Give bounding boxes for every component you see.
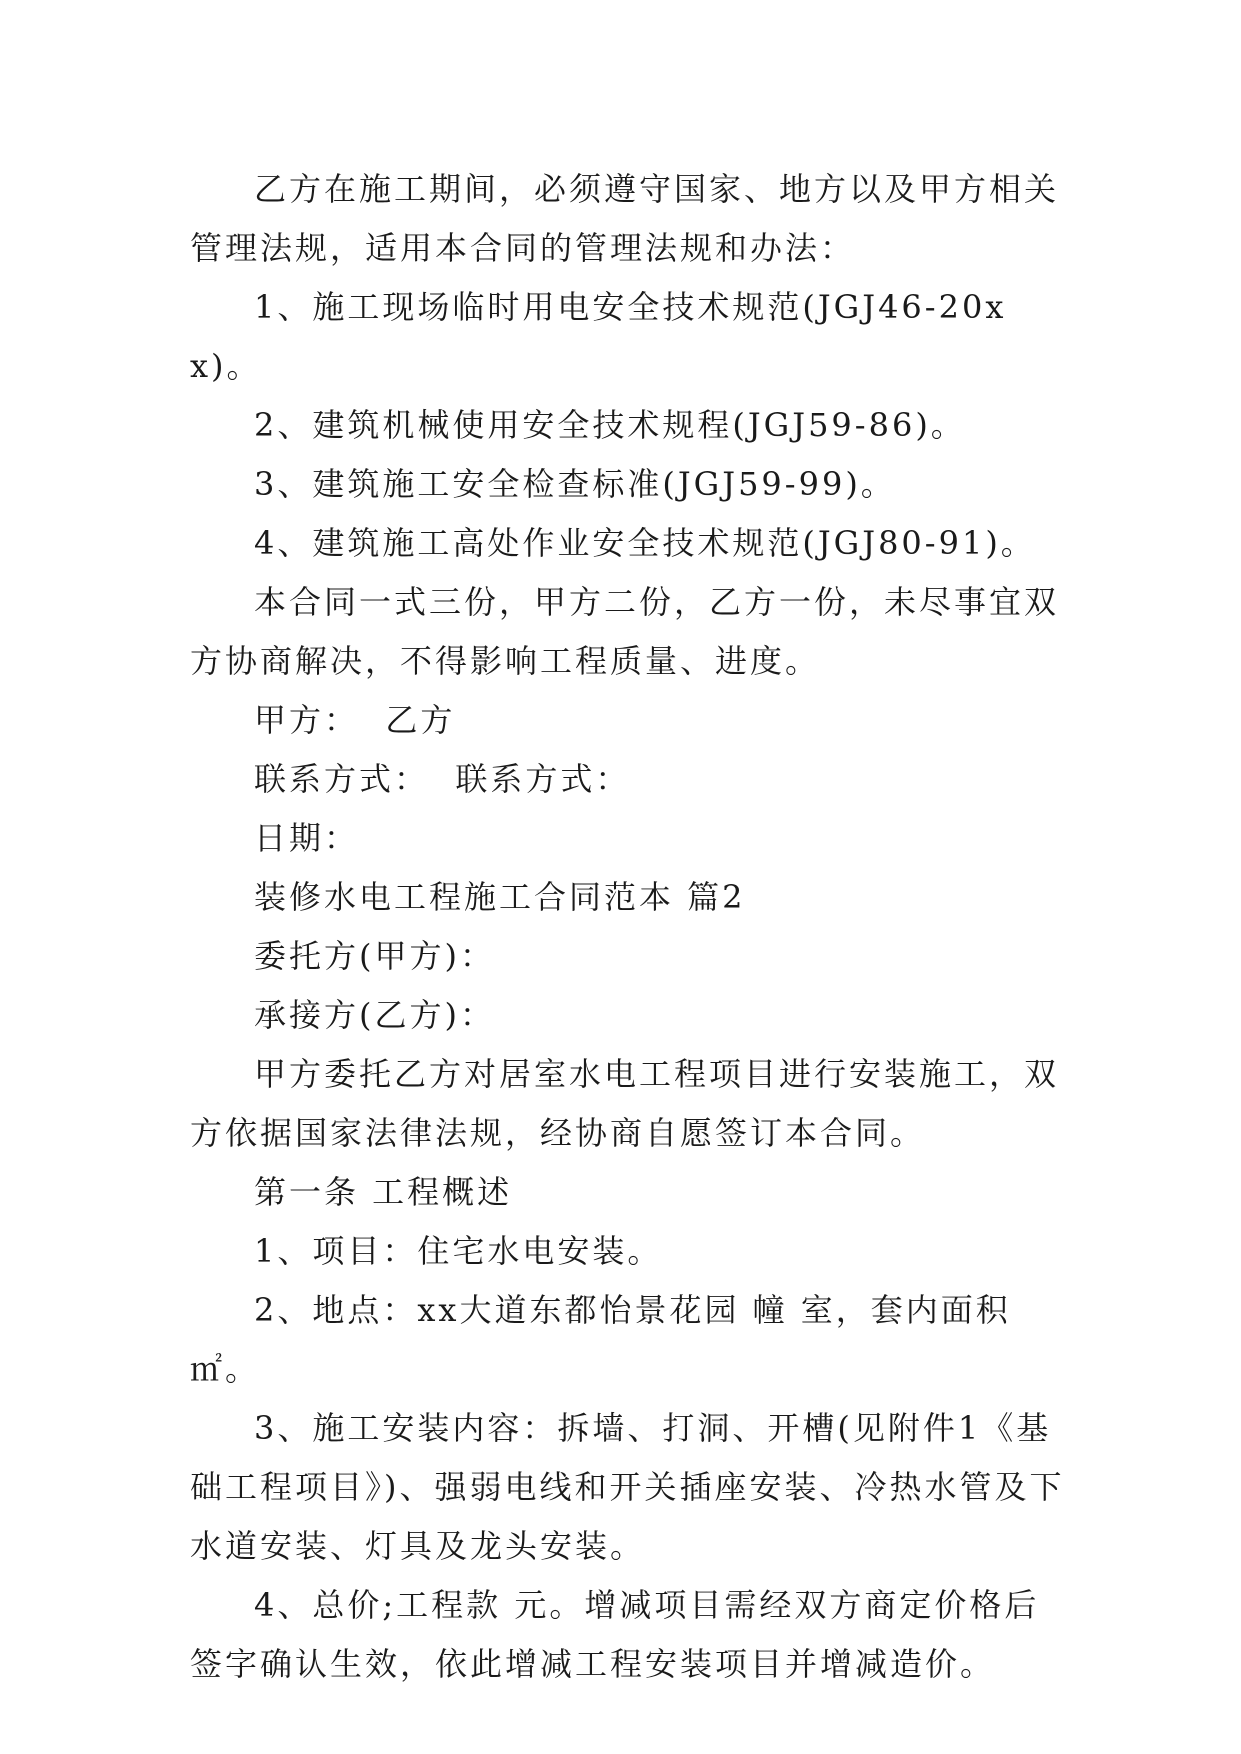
paragraph-regulation-4: 4、建筑施工高处作业安全技术规范(JGJ80-91)。	[254, 524, 1036, 562]
article-1-item-project: 1、项目：住宅水电安装。	[254, 1232, 663, 1270]
document-body	[190, 160, 1070, 1694]
paragraph-agreement-intro: 甲方委托乙方对居室水电工程项目进行安装施工，双方依据国家法律法规，经协商自愿签订本合同。	[190, 1055, 1060, 1152]
paragraph-compliance-intro: 乙方在施工期间，必须遵守国家、地方以及甲方相关管理法规，适用本合同的管理法规和办法：	[190, 170, 1060, 267]
section-title: 装修水电工程施工合同范本 篇2	[254, 878, 746, 916]
paragraph-copies-clause: 本合同一式三份，甲方二份，乙方一份，未尽事宜双方协商解决，不得影响工程质量、进度。	[190, 583, 1060, 680]
article-1-heading: 第一条 工程概述	[254, 1173, 513, 1211]
article-1-item-scope: 3、施工安装内容：拆墙、打洞、开槽(见附件1《基础工程项目》)、强弱电线和开关插座安装、冷热水管及下水道安装、灯具及龙头安装。	[190, 1409, 1065, 1565]
paragraph-regulation-2: 2、建筑机械使用安全技术规程(JGJ59-86)。	[254, 406, 966, 444]
signature-date-line: 日期：	[254, 819, 360, 857]
signature-parties-line: 甲方： 乙方	[254, 701, 456, 739]
paragraph-regulation-3: 3、建筑施工安全检查标准(JGJ59-99)。	[254, 465, 896, 503]
paragraph-regulation-1: 1、施工现场临时用电安全技术规范(JGJ46-20xx)。	[190, 288, 1007, 385]
article-1-item-location: 2、地点：xx大道东都怡景花园 幢 室，套内面积 ㎡。	[190, 1291, 1024, 1388]
client-party-line: 委托方(甲方)：	[254, 937, 495, 975]
contractor-party-line: 承接方(乙方)：	[254, 996, 495, 1034]
signature-contact-line: 联系方式： 联系方式：	[254, 760, 631, 798]
article-1-item-price: 4、总价;工程款 元。增减项目需经双方商定价格后签字确认生效，依此增减工程安装项目并增减造价。	[190, 1586, 1040, 1683]
